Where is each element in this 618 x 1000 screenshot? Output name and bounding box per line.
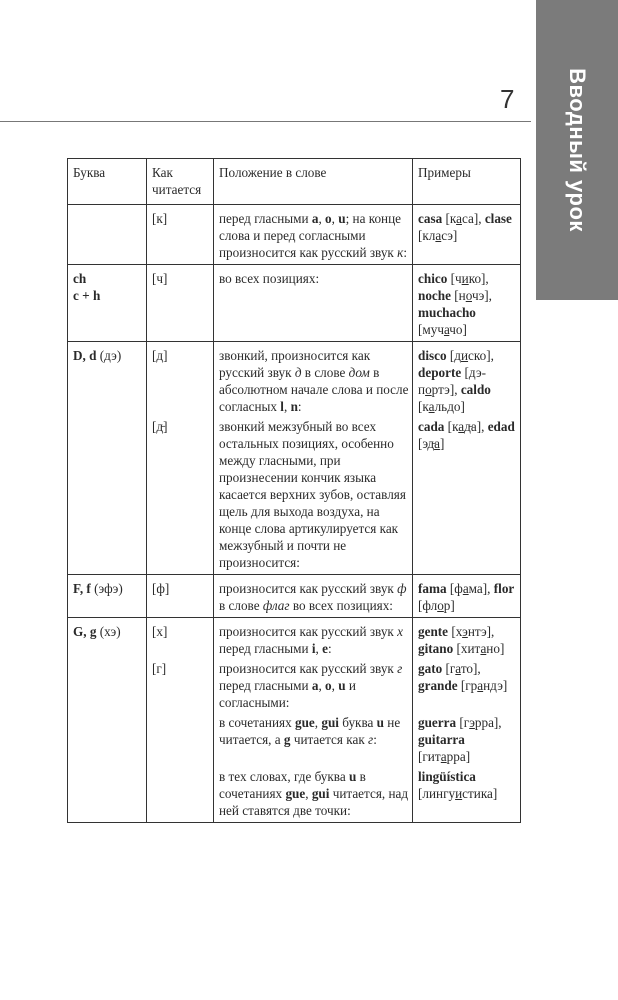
example-text: а bbox=[455, 661, 461, 676]
example-text: но] bbox=[486, 641, 505, 656]
example-text: guerra bbox=[418, 715, 457, 730]
position-text: i bbox=[311, 641, 316, 656]
example-text: [дэ-п bbox=[418, 365, 486, 397]
position-text: во всех позициях: bbox=[289, 598, 393, 613]
example-text: edad bbox=[487, 419, 515, 434]
example-text: [х bbox=[448, 624, 463, 639]
example-text: caldo bbox=[460, 382, 491, 397]
example-text: р] bbox=[443, 598, 455, 613]
example-text: льдо] bbox=[434, 399, 465, 414]
example-text: casa bbox=[418, 211, 443, 226]
position-text: ф bbox=[397, 581, 407, 596]
example-text: chico bbox=[418, 271, 448, 286]
letter-text: D, d bbox=[73, 348, 97, 363]
position-text: gui bbox=[321, 715, 339, 730]
example-text: рра] bbox=[446, 749, 471, 764]
table-row bbox=[68, 575, 521, 618]
position-text: , bbox=[318, 678, 326, 693]
examples-cell bbox=[413, 712, 521, 766]
position-text: , bbox=[331, 211, 339, 226]
reading-cell: [д] bbox=[147, 342, 214, 417]
example-text: deporte bbox=[418, 365, 462, 380]
reading-cell: [г] bbox=[147, 658, 214, 712]
example-text: [хит bbox=[453, 641, 481, 656]
example-text: [ф bbox=[446, 581, 463, 596]
table-row bbox=[68, 618, 521, 659]
examples-cell bbox=[413, 205, 521, 265]
position-text: : bbox=[297, 399, 302, 414]
position-cell bbox=[214, 205, 413, 265]
position-text: звонкий, произносится как русский звук bbox=[219, 348, 371, 380]
example-text: [эд̵ bbox=[418, 436, 435, 451]
example-text: а bbox=[434, 436, 440, 451]
position-text: a bbox=[311, 211, 319, 226]
position-text: : bbox=[327, 641, 332, 656]
reading-cell: [х] bbox=[147, 618, 214, 659]
position-text: перед гласными bbox=[219, 211, 312, 226]
example-text: и bbox=[455, 786, 463, 801]
position-text: флаг bbox=[262, 598, 290, 613]
position-text: : bbox=[373, 732, 377, 747]
example-text: д̵а], bbox=[464, 419, 488, 434]
position-text: во всех позициях: bbox=[219, 271, 320, 286]
position-text: g bbox=[283, 732, 291, 747]
example-text: [гр bbox=[457, 678, 478, 693]
position-text: o bbox=[325, 678, 332, 693]
reading-cell: [ч] bbox=[147, 265, 214, 342]
example-text: и bbox=[460, 348, 469, 363]
position-cell bbox=[214, 712, 413, 766]
position-text: o bbox=[325, 211, 332, 226]
position-text: в слове bbox=[219, 598, 263, 613]
example-text: то], bbox=[460, 661, 481, 676]
example-text: ртэ], bbox=[431, 382, 461, 397]
letter-text: F, f bbox=[73, 581, 91, 596]
example-text: disco bbox=[418, 348, 447, 363]
examples-cell bbox=[413, 575, 521, 618]
page-number: 7 bbox=[500, 84, 515, 114]
position-text: в слове bbox=[301, 365, 349, 380]
position-text: и согласными: bbox=[219, 678, 356, 710]
position-cell bbox=[214, 658, 413, 712]
position-text: u bbox=[338, 678, 346, 693]
example-text: noche bbox=[418, 288, 451, 303]
example-text: нтэ], bbox=[467, 624, 495, 639]
example-text: са], bbox=[461, 211, 485, 226]
position-text: gui bbox=[311, 786, 330, 801]
position-text: не читается, а bbox=[219, 715, 401, 747]
example-text: [д bbox=[446, 348, 461, 363]
example-text: а bbox=[440, 749, 447, 764]
position-text: , bbox=[318, 211, 326, 226]
letter-text: ch bbox=[73, 271, 87, 286]
example-text: чо] bbox=[449, 322, 467, 337]
example-text: ма], bbox=[468, 581, 494, 596]
example-text: ко], bbox=[468, 271, 489, 286]
example-text: чэ], bbox=[471, 288, 492, 303]
example-text: ско], bbox=[468, 348, 494, 363]
header-position: Положение в слове bbox=[214, 159, 413, 205]
position-text: г bbox=[368, 732, 374, 747]
example-text: о bbox=[465, 288, 472, 303]
example-text: gente bbox=[418, 624, 449, 639]
example-text: gitano bbox=[418, 641, 454, 656]
example-text: [кл bbox=[418, 228, 436, 243]
example-text: ндэ] bbox=[483, 678, 508, 693]
example-text: muchacho bbox=[418, 305, 476, 320]
example-text: grande bbox=[418, 678, 458, 693]
table-row bbox=[68, 342, 521, 417]
example-text: а bbox=[477, 678, 484, 693]
letter-text: c + h bbox=[73, 288, 101, 303]
example-text: э bbox=[462, 624, 468, 639]
position-text: буква bbox=[338, 715, 377, 730]
example-text: а bbox=[458, 419, 465, 434]
letter-text: (хэ) bbox=[96, 624, 121, 639]
pronunciation-table bbox=[67, 158, 521, 823]
position-cell bbox=[214, 766, 413, 823]
reading-cell: [д̵] bbox=[147, 416, 214, 575]
example-text: сэ] bbox=[441, 228, 458, 243]
examples-cell bbox=[413, 658, 521, 712]
position-text: произносится как русский звук bbox=[219, 661, 398, 676]
position-text: дом bbox=[348, 365, 370, 380]
example-text: flor bbox=[493, 581, 515, 596]
example-text: о bbox=[437, 598, 444, 613]
position-cell bbox=[214, 618, 413, 659]
letter-cell bbox=[68, 265, 147, 342]
example-text: guitarra bbox=[418, 732, 465, 747]
example-text: э bbox=[469, 715, 475, 730]
position-text: : bbox=[403, 245, 407, 260]
header-reading: Как читается bbox=[147, 159, 214, 205]
position-text: к bbox=[397, 245, 404, 260]
position-text: в сочетаниях bbox=[219, 769, 366, 801]
position-text: в абсолютном начале слова и после согласных bbox=[219, 365, 409, 414]
examples-cell bbox=[413, 342, 521, 417]
example-text: lingüística bbox=[418, 769, 476, 784]
examples-cell bbox=[413, 265, 521, 342]
example-text: fama bbox=[418, 581, 447, 596]
example-text: gato bbox=[418, 661, 443, 676]
example-text: [к bbox=[442, 211, 457, 226]
position-text: д bbox=[294, 365, 302, 380]
table-row bbox=[68, 265, 521, 342]
chapter-side-tab bbox=[536, 0, 618, 300]
position-cell bbox=[214, 575, 413, 618]
position-text: l bbox=[280, 399, 284, 414]
position-text: , bbox=[283, 399, 291, 414]
table-row bbox=[68, 205, 521, 265]
example-text: о bbox=[425, 382, 432, 397]
example-text: а bbox=[462, 581, 469, 596]
letter-cell bbox=[68, 342, 147, 575]
position-text: , bbox=[305, 786, 312, 801]
reading-cell: [к] bbox=[147, 205, 214, 265]
position-text: звонкий межзубный во всех остальных позициях, особенно между гласными, при произнесении кончик языка касается верхних зубов, оставляя щель для выхода воздуха, на конце слова артикулируется как межзубный и почти не произносится: bbox=[219, 419, 406, 570]
position-text: ; на конце слова и перед согласными произносится как русский звук bbox=[219, 211, 402, 260]
header-letter: Буква bbox=[68, 159, 147, 205]
example-text: [муч bbox=[418, 322, 444, 337]
example-text: cada bbox=[418, 419, 445, 434]
position-text: u bbox=[376, 715, 384, 730]
example-text: рра], bbox=[474, 715, 502, 730]
example-text: а bbox=[480, 641, 487, 656]
examples-cell bbox=[413, 766, 521, 823]
example-text: [ч bbox=[447, 271, 462, 286]
example-text: [к bbox=[444, 419, 459, 434]
example-text: [фл bbox=[418, 598, 438, 613]
position-text: в сочетаниях bbox=[219, 715, 295, 730]
letter-cell bbox=[68, 575, 147, 618]
position-text: n bbox=[290, 399, 298, 414]
example-text: а bbox=[456, 211, 462, 226]
position-text: gue bbox=[294, 715, 315, 730]
position-text: перед гласными bbox=[219, 641, 312, 656]
examples-cell bbox=[413, 618, 521, 659]
header-examples: Примеры bbox=[413, 159, 521, 205]
position-text: e bbox=[322, 641, 328, 656]
example-text: и bbox=[461, 271, 469, 286]
reading-cell: [ф] bbox=[147, 575, 214, 618]
example-text: clase bbox=[484, 211, 512, 226]
example-text: [к bbox=[418, 399, 429, 414]
position-text: a bbox=[311, 678, 319, 693]
position-text: х bbox=[397, 624, 403, 639]
position-text: , bbox=[314, 715, 322, 730]
letter-cell bbox=[68, 618, 147, 823]
reading-cell bbox=[147, 712, 214, 766]
position-cell bbox=[214, 342, 413, 417]
table-body bbox=[68, 205, 521, 823]
position-text: gue bbox=[285, 786, 306, 801]
position-text: , bbox=[315, 641, 323, 656]
position-text: перед гласными bbox=[219, 678, 312, 693]
example-text: ] bbox=[439, 436, 445, 451]
position-text: читается как bbox=[290, 732, 369, 747]
letter-text: (дэ) bbox=[96, 348, 122, 363]
letter-text: G, g bbox=[73, 624, 97, 639]
example-text: [г bbox=[456, 715, 470, 730]
position-cell bbox=[214, 265, 413, 342]
position-text: произносится как русский звук bbox=[219, 624, 398, 639]
example-text: [г bbox=[442, 661, 456, 676]
letter-cell bbox=[68, 205, 147, 265]
position-text: произносится как русский звук bbox=[219, 581, 398, 596]
position-text: читается, над ней ставятся две точки: bbox=[219, 786, 409, 818]
reading-cell bbox=[147, 766, 214, 823]
position-text: , bbox=[331, 678, 339, 693]
chapter-title: Вводный урок bbox=[565, 68, 590, 232]
example-text: а bbox=[435, 228, 442, 243]
header-rule bbox=[0, 121, 531, 122]
example-text: [лингу bbox=[418, 786, 456, 801]
example-text: а bbox=[428, 399, 435, 414]
example-text: [н bbox=[450, 288, 466, 303]
example-text: а bbox=[443, 322, 450, 337]
example-text: [гит bbox=[418, 749, 441, 764]
position-text: г bbox=[397, 661, 403, 676]
position-text: в тех словах, где буква bbox=[219, 769, 349, 784]
example-text: стика] bbox=[462, 786, 498, 801]
position-text: u bbox=[349, 769, 357, 784]
position-cell bbox=[214, 416, 413, 575]
letter-text: (эфэ) bbox=[90, 581, 123, 596]
table-header-row bbox=[68, 159, 521, 205]
position-text: u bbox=[338, 211, 346, 226]
examples-cell bbox=[413, 416, 521, 575]
